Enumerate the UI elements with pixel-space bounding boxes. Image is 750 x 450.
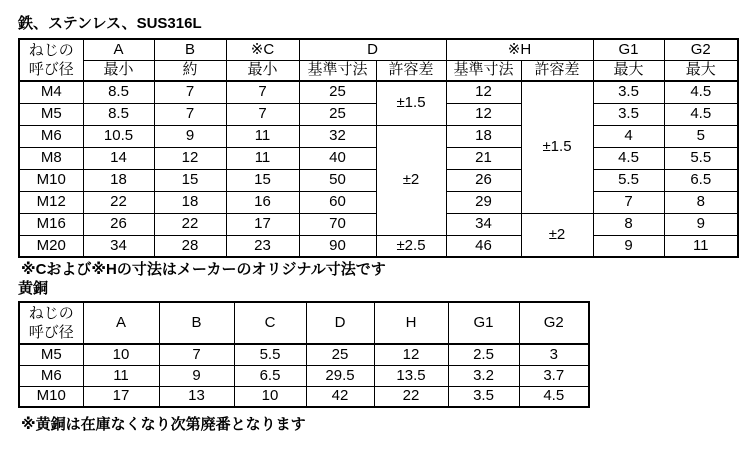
table-row <box>19 344 589 365</box>
cell-a: 22 <box>83 191 154 213</box>
cell-c: 11 <box>226 147 299 169</box>
material-heading-brass: 黄銅 <box>18 280 49 297</box>
cell-d-tolerance-merged: ±2 <box>376 125 446 235</box>
cell-g1: 3.5 <box>593 81 664 103</box>
note-original-dimensions: ※Cおよび※Hの寸法はメーカーのオリジナル寸法です <box>21 261 386 278</box>
table-row <box>19 81 738 103</box>
cell-b: 9 <box>154 125 226 147</box>
cell-a: 34 <box>83 235 154 257</box>
cell-h-standard: 21 <box>446 147 521 169</box>
header-col-h: H <box>374 302 448 344</box>
cell-g1: 4.5 <box>593 147 664 169</box>
table-row <box>19 125 738 147</box>
table-row <box>19 386 589 407</box>
cell-size: M5 <box>19 344 83 365</box>
cell-b: 7 <box>159 344 234 365</box>
cell-h-standard: 34 <box>446 213 521 235</box>
subheader-h-tolerance: 許容差 <box>521 60 593 81</box>
cell-b: 7 <box>154 81 226 103</box>
cell-h: 22 <box>374 386 448 407</box>
cell-b: 9 <box>159 365 234 386</box>
header-col-g2: G2 <box>664 39 738 60</box>
table-header-row <box>19 302 589 344</box>
header-col-b: B <box>159 302 234 344</box>
table-row <box>19 235 738 257</box>
header-col-a: A <box>83 302 159 344</box>
cell-d-standard: 32 <box>299 125 376 147</box>
header-col-a: A <box>83 39 154 60</box>
cell-h: 13.5 <box>374 365 448 386</box>
cell-c: 7 <box>226 103 299 125</box>
note-brass-discontinued: ※黄銅は在庫なくなり次第廃番となります <box>21 416 306 433</box>
cell-a: 10 <box>83 344 159 365</box>
header-col-b: B <box>154 39 226 60</box>
subheader-h-standard: 基準寸法 <box>446 60 521 81</box>
cell-h-standard: 12 <box>446 103 521 125</box>
cell-h-standard: 18 <box>446 125 521 147</box>
table-subheader-row <box>19 60 738 81</box>
cell-size: M6 <box>19 125 83 147</box>
cell-c: 10 <box>234 386 306 407</box>
cell-a: 8.5 <box>83 81 154 103</box>
header-col-d: D <box>299 39 446 60</box>
cell-b: 13 <box>159 386 234 407</box>
cell-a: 8.5 <box>83 103 154 125</box>
subheader-b-approx: 約 <box>154 60 226 81</box>
cell-a: 11 <box>83 365 159 386</box>
cell-d-standard: 60 <box>299 191 376 213</box>
cell-h-standard: 26 <box>446 169 521 191</box>
cell-g1: 4 <box>593 125 664 147</box>
cell-a: 14 <box>83 147 154 169</box>
cell-a: 10.5 <box>83 125 154 147</box>
cell-g1: 3.5 <box>448 386 519 407</box>
cell-h-tolerance-merged: ±2 <box>521 213 593 257</box>
subheader-a-min: 最小 <box>83 60 154 81</box>
cell-g2: 6.5 <box>664 169 738 191</box>
cell-size: M6 <box>19 365 83 386</box>
table-row <box>19 365 589 386</box>
cell-d: 29.5 <box>306 365 374 386</box>
cell-d-standard: 25 <box>299 103 376 125</box>
cell-b: 15 <box>154 169 226 191</box>
header-col-g2: G2 <box>519 302 589 344</box>
cell-a: 18 <box>83 169 154 191</box>
cell-c: 5.5 <box>234 344 306 365</box>
cell-c: 7 <box>226 81 299 103</box>
cell-d-standard: 25 <box>299 81 376 103</box>
cell-c: 17 <box>226 213 299 235</box>
cell-g2: 4.5 <box>664 81 738 103</box>
cell-d-tolerance-merged: ±1.5 <box>376 81 446 125</box>
cell-d-tolerance: ±2.5 <box>376 235 446 257</box>
cell-h-tolerance-merged: ±1.5 <box>521 81 593 213</box>
cell-g1: 8 <box>593 213 664 235</box>
header-col-g1: G1 <box>593 39 664 60</box>
cell-c: 16 <box>226 191 299 213</box>
subheader-c-min: 最小 <box>226 60 299 81</box>
cell-g1: 2.5 <box>448 344 519 365</box>
cell-d-standard: 50 <box>299 169 376 191</box>
header-thread-diameter <box>19 302 83 344</box>
header-col-g1: G1 <box>448 302 519 344</box>
header-thread-diameter <box>19 39 83 81</box>
cell-g1: 3.5 <box>593 103 664 125</box>
header-col-c: ※C <box>226 39 299 60</box>
header-thread-diameter-line2: 呼び径 <box>28 61 74 78</box>
cell-c: 23 <box>226 235 299 257</box>
header-thread-diameter-line2: 呼び径 <box>28 324 74 341</box>
cell-d-standard: 90 <box>299 235 376 257</box>
cell-h: 12 <box>374 344 448 365</box>
header-thread-diameter-line1: ねじの <box>28 42 74 59</box>
header-col-d: D <box>306 302 374 344</box>
cell-size: M20 <box>19 235 83 257</box>
table-header-row <box>19 39 738 60</box>
cell-g2: 4.5 <box>519 386 589 407</box>
cell-h-standard: 29 <box>446 191 521 213</box>
cell-g1: 5.5 <box>593 169 664 191</box>
cell-g2: 3 <box>519 344 589 365</box>
cell-c: 11 <box>226 125 299 147</box>
cell-b: 7 <box>154 103 226 125</box>
cell-d: 25 <box>306 344 374 365</box>
spec-table-iron-stainless <box>18 38 739 258</box>
cell-a: 26 <box>83 213 154 235</box>
cell-g2: 9 <box>664 213 738 235</box>
cell-b: 18 <box>154 191 226 213</box>
header-thread-diameter-line1: ねじの <box>28 305 74 322</box>
cell-size: M8 <box>19 147 83 169</box>
subheader-d-tolerance: 許容差 <box>376 60 446 81</box>
cell-c: 15 <box>226 169 299 191</box>
subheader-d-standard: 基準寸法 <box>299 60 376 81</box>
cell-d-standard: 40 <box>299 147 376 169</box>
cell-b: 22 <box>154 213 226 235</box>
cell-size: M12 <box>19 191 83 213</box>
cell-size: M16 <box>19 213 83 235</box>
cell-d-standard: 70 <box>299 213 376 235</box>
spec-table-brass <box>18 301 590 408</box>
cell-b: 28 <box>154 235 226 257</box>
cell-h-standard: 46 <box>446 235 521 257</box>
cell-size: M10 <box>19 169 83 191</box>
cell-h-standard: 12 <box>446 81 521 103</box>
subheader-g2-max: 最大 <box>664 60 738 81</box>
cell-d: 42 <box>306 386 374 407</box>
cell-g2: 3.7 <box>519 365 589 386</box>
cell-g2: 5.5 <box>664 147 738 169</box>
cell-g1: 7 <box>593 191 664 213</box>
subheader-g1-max: 最大 <box>593 60 664 81</box>
header-col-c: C <box>234 302 306 344</box>
cell-size: M5 <box>19 103 83 125</box>
cell-g2: 4.5 <box>664 103 738 125</box>
cell-c: 6.5 <box>234 365 306 386</box>
cell-b: 12 <box>154 147 226 169</box>
cell-g2: 5 <box>664 125 738 147</box>
cell-g1: 3.2 <box>448 365 519 386</box>
cell-g1: 9 <box>593 235 664 257</box>
cell-g2: 8 <box>664 191 738 213</box>
cell-g2: 11 <box>664 235 738 257</box>
header-col-h: ※H <box>446 39 593 60</box>
cell-size: M10 <box>19 386 83 407</box>
cell-size: M4 <box>19 81 83 103</box>
material-heading-iron-stainless: 鉄、ステンレス、SUS316L <box>18 15 202 32</box>
cell-a: 17 <box>83 386 159 407</box>
